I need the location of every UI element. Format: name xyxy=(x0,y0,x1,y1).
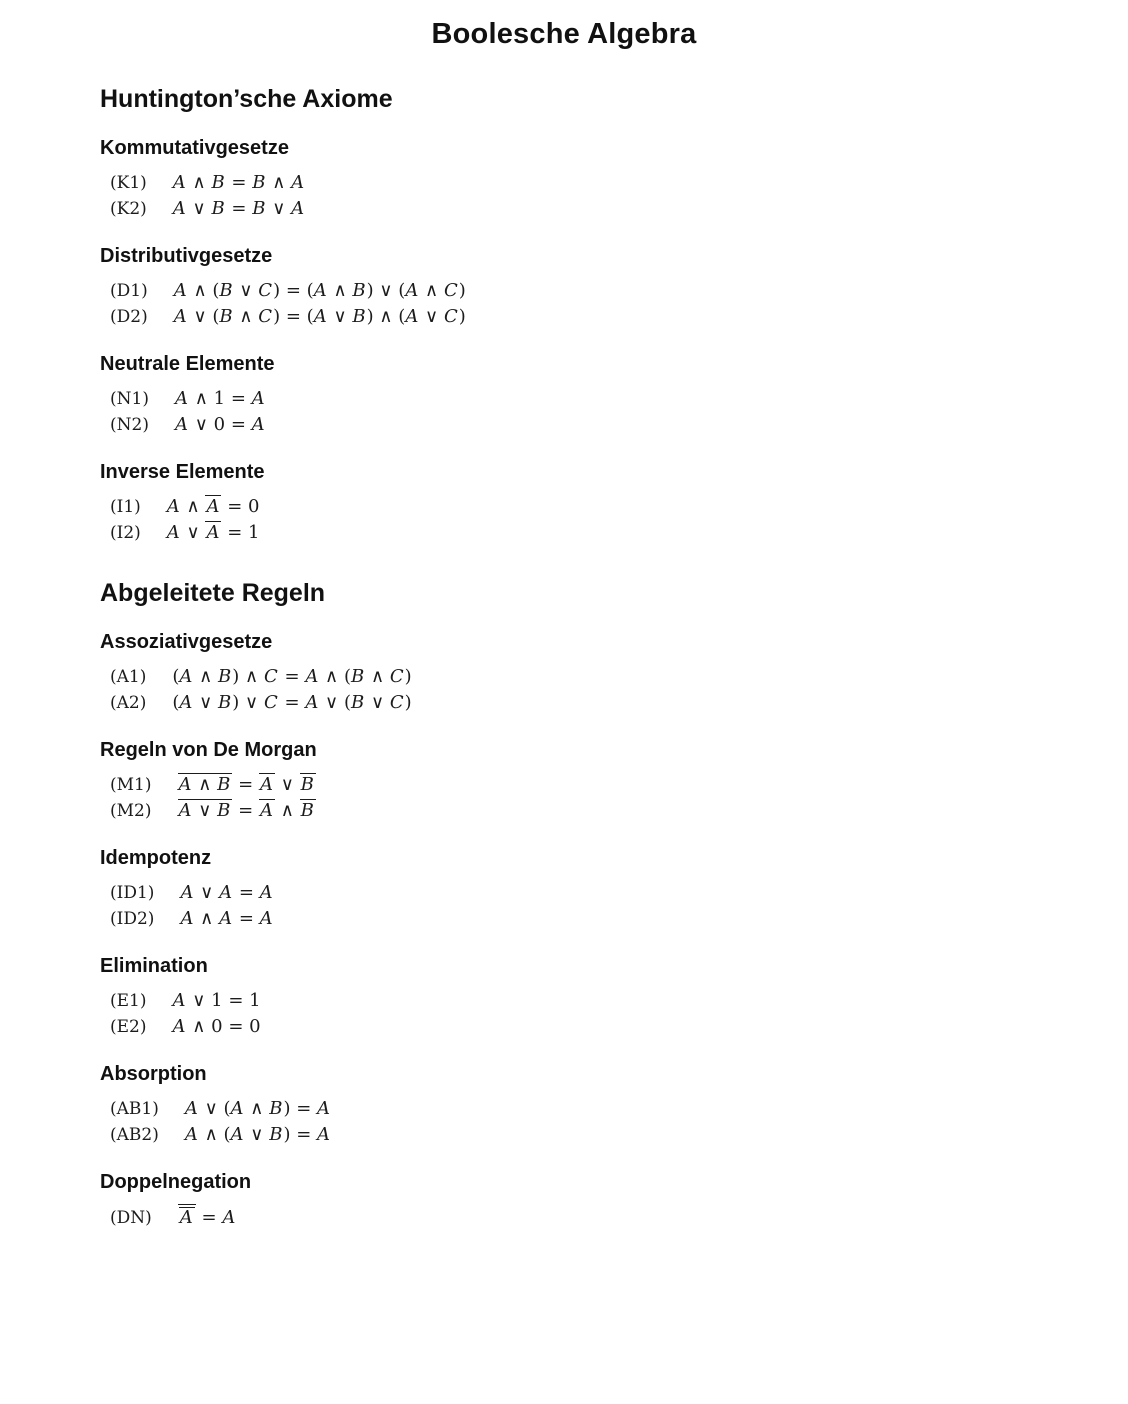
rule-row xyxy=(110,1014,1038,1040)
formula-segment: A ∨ xyxy=(166,522,200,543)
subsection-heading: Kommutativgesetze xyxy=(100,137,289,159)
overline xyxy=(300,773,316,795)
subsection-heading: Distributivgesetze xyxy=(100,245,273,267)
overline xyxy=(205,521,221,543)
rule-row xyxy=(110,772,1038,798)
rule-row xyxy=(110,304,1038,330)
formula-segment: = 0 xyxy=(227,496,260,517)
formula-segment: = xyxy=(238,800,254,821)
rule-label: (D2) xyxy=(110,307,148,327)
rule-row xyxy=(110,386,1038,412)
rule-row xyxy=(110,412,1038,438)
rule-list xyxy=(100,880,1038,932)
formula-segment: A ∨ B = B ∨ A xyxy=(172,198,305,219)
formula-segment: A ∨ (B ∧ C) = (A ∨ B) ∧ (A ∨ C) xyxy=(173,306,466,327)
rule-label: (A1) xyxy=(110,667,147,687)
overline xyxy=(179,1207,195,1228)
rule-row xyxy=(110,664,1038,690)
rule-list xyxy=(100,386,1038,438)
formula-segment: A ∧ B xyxy=(178,774,231,795)
rule-formula xyxy=(185,1122,331,1148)
formula-segment: A ∧ (B ∨ C) = (A ∧ B) ∨ (A ∧ C) xyxy=(173,280,466,301)
rule-label: (E2) xyxy=(110,1017,147,1037)
rule-formula xyxy=(178,1204,237,1231)
rule-list xyxy=(100,988,1038,1040)
rule-label: (I2) xyxy=(110,523,141,543)
rule-formula xyxy=(173,988,261,1014)
formula-segment: (A ∧ B) ∧ C = A ∧ (B ∧ C) xyxy=(172,666,412,687)
rule-label: (A2) xyxy=(110,693,147,713)
formula-segment: ∧ xyxy=(280,800,294,821)
formula-segment: A ∧ 1 = A xyxy=(174,388,265,409)
rule-label: (K2) xyxy=(110,199,147,219)
rule-row xyxy=(110,988,1038,1014)
subsection-heading: Neutrale Elemente xyxy=(100,353,275,375)
formula-segment: B xyxy=(300,800,314,821)
rule-list xyxy=(100,1204,1038,1231)
rule-label: (N1) xyxy=(110,389,149,409)
rule-label: (AB1) xyxy=(110,1099,159,1119)
rule-formula xyxy=(175,412,266,438)
rule-label: (ID2) xyxy=(110,909,155,929)
formula-segment: (A ∨ B) ∨ C = A ∨ (B ∨ C) xyxy=(172,692,412,713)
rule-formula xyxy=(174,278,466,304)
formula-segment: A ∨ B xyxy=(178,800,231,821)
rule-list xyxy=(100,772,1038,824)
overline xyxy=(300,799,316,821)
subsection-heading: Elimination xyxy=(100,955,208,977)
formula-segment: A xyxy=(259,774,273,795)
rule-formula xyxy=(178,772,316,798)
formula-segment: A ∧ B = B ∧ A xyxy=(172,172,305,193)
subsection-heading: Absorption xyxy=(100,1063,207,1085)
rule-row xyxy=(110,196,1038,222)
rule-label: (E1) xyxy=(110,991,147,1011)
subsection-heading: Assoziativgesetze xyxy=(100,631,273,653)
rule-formula xyxy=(167,494,260,520)
formula-segment: A ∧ (A ∨ B) = A xyxy=(184,1124,331,1145)
overline xyxy=(178,1204,196,1228)
rule-formula xyxy=(180,880,273,906)
rule-row xyxy=(110,494,1038,520)
formula-segment: B xyxy=(300,774,314,795)
formula-segment: A ∨ 1 = 1 xyxy=(172,990,261,1011)
rule-formula xyxy=(178,798,316,824)
formula-segment: = 1 xyxy=(227,522,260,543)
rule-list xyxy=(100,494,1038,546)
formula-segment: A xyxy=(259,800,273,821)
rule-formula xyxy=(167,520,260,546)
subsection-heading: Idempotenz xyxy=(100,847,212,869)
rule-row xyxy=(110,690,1038,716)
rule-formula xyxy=(172,664,411,690)
formula-segment: = xyxy=(238,774,254,795)
rule-formula xyxy=(175,386,266,412)
rule-row xyxy=(110,1122,1038,1148)
subsection-heading: Regeln von De Morgan xyxy=(100,739,317,761)
rule-row xyxy=(110,170,1038,196)
rule-label: (N2) xyxy=(110,415,149,435)
formula-segment: A ∧ A = A xyxy=(180,908,273,929)
formula-segment: A xyxy=(179,1207,193,1228)
formula-segment: A ∨ A = A xyxy=(180,882,273,903)
rule-label: (AB2) xyxy=(110,1125,159,1145)
formula-segment: A ∨ 0 = A xyxy=(174,414,265,435)
document-page xyxy=(0,16,1128,1404)
rule-row xyxy=(110,906,1038,932)
rule-formula xyxy=(180,906,273,932)
formula-segment: A ∧ xyxy=(166,496,200,517)
section-heading: Abgeleitete Regeln xyxy=(100,579,326,607)
subsection-heading: Doppelnegation xyxy=(100,1171,252,1193)
rule-label: (ID1) xyxy=(110,883,155,903)
rule-formula xyxy=(173,170,305,196)
overline xyxy=(178,773,233,795)
rule-row xyxy=(110,1096,1038,1122)
rule-list xyxy=(100,1096,1038,1148)
subsection-heading: Inverse Elemente xyxy=(100,461,265,483)
rule-row xyxy=(110,880,1038,906)
formula-segment: ∨ xyxy=(280,774,294,795)
rule-list xyxy=(100,664,1038,716)
rule-label: (K1) xyxy=(110,173,147,193)
section-heading: Huntington’sche Axiome xyxy=(100,85,393,113)
rule-formula xyxy=(174,304,466,330)
rule-row xyxy=(110,1204,1038,1231)
formula-segment: = A xyxy=(201,1207,236,1228)
document-content xyxy=(100,84,1038,1231)
overline xyxy=(205,495,221,517)
overline xyxy=(178,799,233,821)
rule-formula xyxy=(173,196,305,222)
rule-row xyxy=(110,278,1038,304)
rule-list xyxy=(100,278,1038,330)
formula-segment: A ∨ (A ∧ B) = A xyxy=(184,1098,331,1119)
rule-label: (M1) xyxy=(110,775,152,795)
page-title: Boolesche Algebra xyxy=(431,18,697,50)
formula-segment: A ∧ 0 = 0 xyxy=(172,1016,261,1037)
overline xyxy=(259,773,275,795)
formula-segment: A xyxy=(206,522,220,543)
rule-formula xyxy=(172,690,411,716)
rule-label: (M2) xyxy=(110,801,152,821)
rule-formula xyxy=(185,1096,331,1122)
rule-list xyxy=(100,170,1038,222)
rule-formula xyxy=(173,1014,261,1040)
formula-segment: A xyxy=(206,496,220,517)
rule-row xyxy=(110,520,1038,546)
rule-row xyxy=(110,798,1038,824)
rule-label: (D1) xyxy=(110,281,148,301)
overline xyxy=(259,799,275,821)
rule-label: (DN) xyxy=(110,1208,152,1228)
rule-label: (I1) xyxy=(110,497,141,517)
